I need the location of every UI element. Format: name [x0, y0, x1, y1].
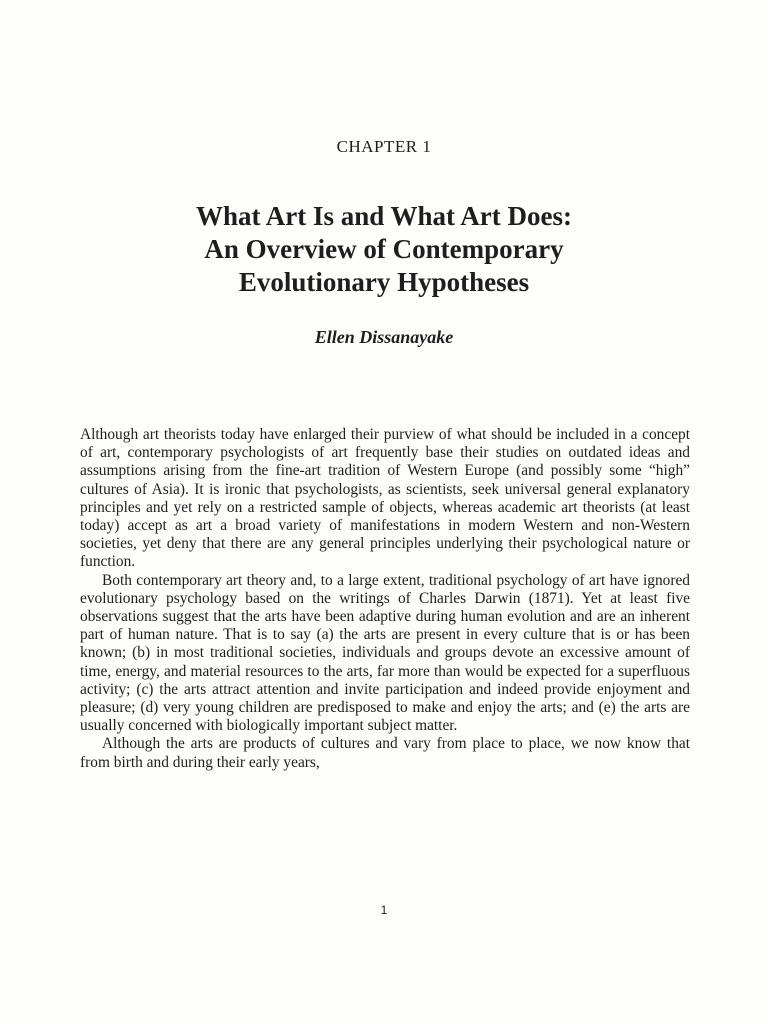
chapter-title-line-2: An Overview of Contemporary [204, 234, 564, 264]
chapter-title-line-3: Evolutionary Hypotheses [238, 267, 530, 297]
body-text [80, 426, 690, 772]
chapter-title-line-1: What Art Is and What Art Does: [195, 201, 573, 231]
paragraph-2: Both contemporary art theory and, to a large extent, traditional psychology of art have ignored evolutionary psychology based on the writings of Charles Darwin (1871). Yet at least five observations suggest that the arts have been adaptive during human evolution and are an inherent part of human nature. That is to say (a) the arts are present in every culture that is or has been known; (b) in most traditional societies, individuals and groups devote an excessive amount of time, energy, and material resources to the arts, far more than would be expected for a superfluous activity; (c) the arts attract attention and invite participation and indeed provide enjoyment and pleasure; (d) very young children are predisposed to make and enjoy the arts; and (e) the arts are usually concerned with biologically important subject matter. [80, 571, 690, 735]
chapter-label: CHAPTER 1 [336, 137, 432, 156]
page-number: 1 [380, 903, 388, 917]
chapter-title [0, 200, 768, 299]
paragraph-1: Although art theorists today have enlarged their purview of what should be included in a concept of art, contemporary psychologists of art frequently base their studies on outdated ideas and assumptions arising from the fine-art tradition of Western Europe (and possibly some “high” cultures of Asia). It is ironic that psychologists, as scientists, seek universal general explanatory principles and yet rely on a restricted sample of objects, whereas academic art theorists (at least today) accept as art a broad variety of manifestations in modern Western and non-Western societies, yet deny that there are any general principles underlying their psychological nature or function. [80, 426, 690, 571]
paragraph-3: Although the arts are products of cultures and vary from place to place, we now know that from birth and during their early years, [80, 735, 690, 771]
author-name: Ellen Dissanayake [314, 327, 454, 347]
